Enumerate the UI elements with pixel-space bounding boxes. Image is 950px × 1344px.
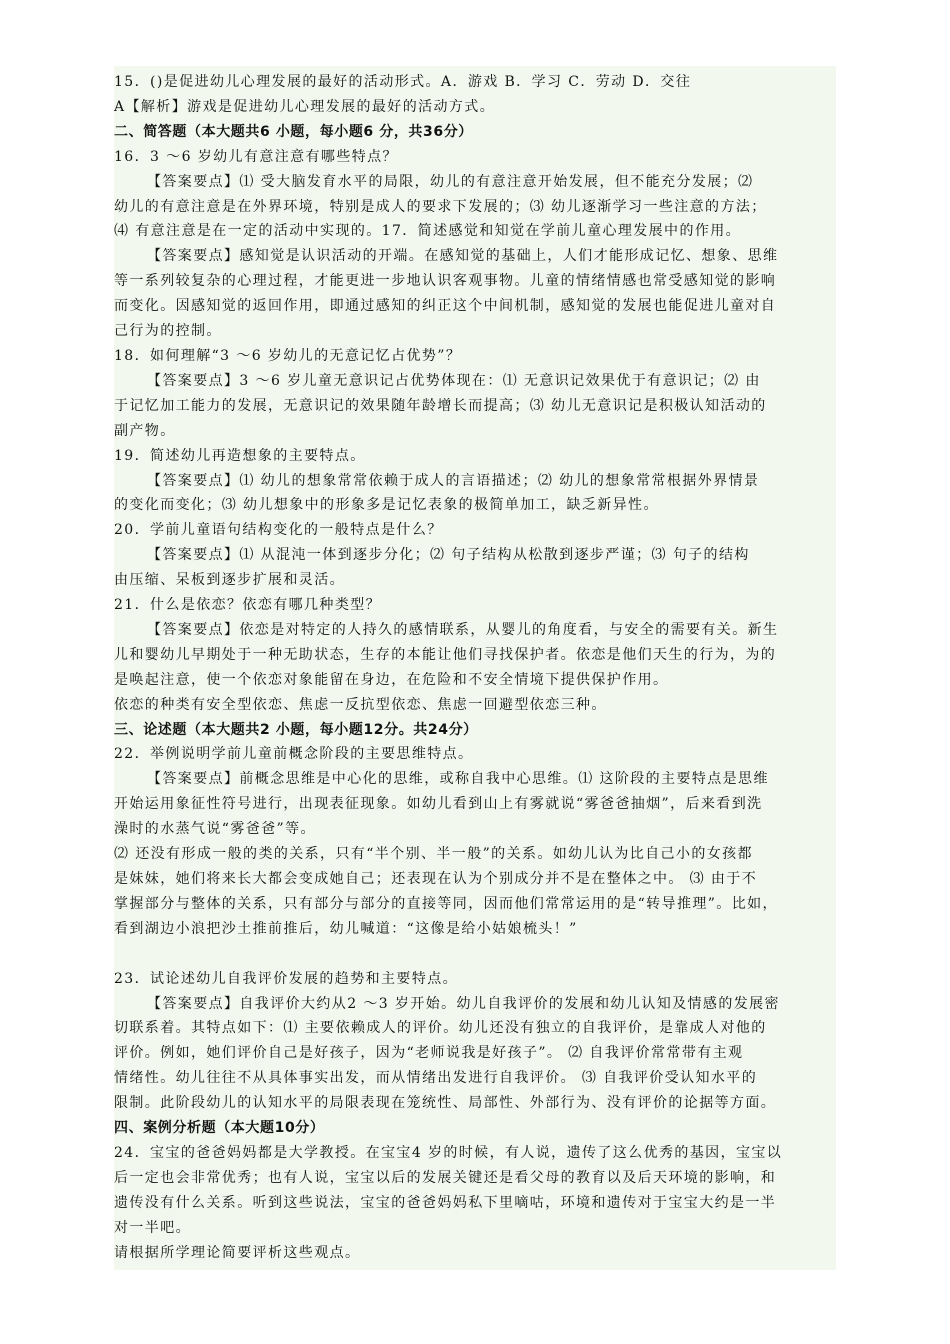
answer-19-line-2: 的变化而变化；⑶ 幼儿想象中的形象多是记忆表象的极简单加工，缺乏新异性。: [114, 497, 659, 514]
answer-17-line-1: 【答案要点】感知觉是认识活动的开端。在感知觉的基础上，人们才能形成记忆、想象、思维: [147, 248, 779, 265]
blank-line: [114, 942, 836, 967]
question-20: 20．学前儿童语句结构变化的一般特点是什么？: [114, 522, 443, 539]
answer-18-line-3: 副产物。: [114, 422, 176, 439]
question-15: 15．()是促进幼儿心理发展的最好的活动形式。A．游戏 B．学习 C．劳动 D．交往: [114, 74, 692, 90]
answer-19-line-1: 【答案要点】⑴ 幼儿的想象常常依赖于成人的言语描述；⑵ 幼儿的想象常常根据外界情景: [147, 472, 760, 489]
answer-22-line-3: 澡时的水蒸气说“雾爸爸”等。: [114, 821, 316, 838]
question-21: 21．什么是依恋？依恋有哪几种类型？: [114, 597, 382, 614]
answer-22-line-6: 掌握部分与整体的关系，只有部分与部分的直接等同，因而他们常常运用的是“转导推理”。比如，: [114, 895, 778, 912]
question-24-line-4: 对一半吧。: [114, 1219, 191, 1236]
answer-17-line-2: 等一系列较复杂的心理过程，才能更进一步地认识客观事物。儿童的情绪情感也常受感知觉的影响: [114, 273, 777, 290]
answer-23-line-1: 【答案要点】自我评价大约从2 ～3 岁开始。幼儿自我评价的发展和幼儿认知及情感的发展密: [147, 995, 780, 1012]
answer-16-line-1: 【答案要点】⑴ 受大脑发育水平的局限，幼儿的有意注意开始发展，但不能充分发展；⑵: [147, 173, 754, 190]
answer-22-line-2: 开始运用象征性符号进行，出现表征现象。如幼儿看到山上有雾就说“雾爸爸抽烟”，后来看到洗: [114, 796, 763, 813]
answer-17-line-3: 而变化。因感知觉的返回作用，即通过感知的纠正这个中间机制，感知觉的发展也能促进儿童对自: [114, 298, 777, 315]
answer-23-line-4: 情绪性。幼儿往往不从具体事实出发，而从情绪出发进行自我评价。 ⑶ 自我评价受认知水平的: [114, 1070, 758, 1087]
answer-21-line-3: 是唤起注意，使一个依恋对象能留在身边，在危险和不安全情境下提供保护作用。: [114, 671, 669, 688]
answer-20-line-2: 由压缩、呆板到逐步扩展和灵活。: [114, 572, 345, 589]
question-24-line-2: 后一定也会非常优秀；也有人说，宝宝以后的发展关键还是看父母的教育以及后天环境的影响，和: [114, 1169, 777, 1186]
question-24-line-3: 遗传没有什么关系。听到这些说法，宝宝的爸爸妈妈私下里嘀咕，环境和遗传对于宝宝大约是一半: [114, 1194, 777, 1211]
answer-18-line-2: 于记忆加工能力的发展，无意识记的效果随年龄增长而提高；⑶ 幼儿无意识记是积极认知活动的: [114, 397, 767, 414]
question-24-prompt: 请根据所学理论简要评析这些观点。: [114, 1244, 361, 1261]
question-16: 16．3 ～6 岁幼儿有意注意有哪些特点？: [114, 148, 398, 165]
answer-22-line-1: 【答案要点】前概念思维是中心化的思维，或称自我中心思维。⑴ 这阶段的主要特点是思维: [147, 771, 769, 788]
question-23: 23．试论述幼儿自我评价发展的趋势和主要特点。: [114, 970, 459, 987]
section-heading-short-answer: 二、简答题（本大题共6 小题，每小题6 分，共36分）: [114, 123, 473, 140]
answer-23-line-5: 限制。此阶段幼儿的认知水平的局限表现在笼统性、局部性、外部行为、没有评价的论据等方面。: [114, 1095, 777, 1112]
answer-16-line-3: ⑷ 有意注意是在一定的活动中实现的。17．简述感觉和知觉在学前儿童心理发展中的作用。: [114, 223, 742, 240]
answer-21-line-1: 【答案要点】依恋是对特定的人持久的感情联系，从婴儿的角度看，与安全的需要有关。新生: [147, 621, 779, 638]
section-heading-essay: 三、论述题（本大题共2 小题，每小题12分。共24分）: [114, 721, 478, 738]
answer-20-line-1: 【答案要点】⑴ 从混沌一体到逐步分化；⑵ 句子结构从松散到逐步严谨；⑶ 句子的结构: [147, 547, 750, 564]
section-heading-case-analysis: 四、案例分析题（本大题10分）: [114, 1120, 325, 1137]
answer-22-line-4: ⑵ 还没有形成一般的类的关系，只有“半个别、半一般”的关系。如幼儿认为比自己小的女孩都: [114, 846, 753, 863]
question-18: 18．如何理解“3 ～6 岁幼儿的无意记忆占优势”？: [114, 347, 462, 364]
answer-23-line-2: 切联系着。其特点如下：⑴ 主要依赖成人的评价。幼儿还没有独立的自我评价，是靠成人对他的: [114, 1020, 767, 1037]
question-24-line-1: 24．宝宝的爸爸妈妈都是大学教授。在宝宝4 岁的时候，有人说，遗传了这么优秀的基因，宝宝以: [114, 1144, 783, 1161]
answer-21-line-4: 依恋的种类有安全型依恋、焦虑一反抗型依恋、焦虑一回避型依恋三种。: [114, 696, 607, 713]
answer-22-line-5: 是妹妹，她们将来长大都会变成她自己；还表现在认为个别成分并不是在整体之中。 ⑶ 由于不: [114, 871, 758, 887]
answer-18-line-1: 【答案要点】3 ～6 岁儿童无意识记占优势体现在：⑴ 无意识记效果优于有意识记；⑵ 由: [147, 372, 761, 389]
answer-15: A【解析】游戏是促进幼儿心理发展的最好的活动方式。: [114, 98, 496, 115]
question-19: 19．简述幼儿再造想象的主要特点。: [114, 447, 366, 464]
answer-17-line-4: 己行为的控制。: [114, 323, 222, 340]
answer-21-line-2: 儿和婴幼儿早期处于一种无助状态，生存的本能让他们寻找保护者。依恋是他们天生的行为，为的: [114, 646, 777, 663]
question-22: 22．举例说明学前儿童前概念阶段的主要思维特点。: [114, 746, 474, 763]
answer-23-line-3: 评价。例如，她们评价自己是好孩子，因为“老师说我是好孩子”。 ⑵ 自我评价常常带有主观: [114, 1045, 744, 1062]
answer-16-line-2: 幼儿的有意注意是在外界环境，特别是成人的要求下发展的；⑶ 幼儿逐渐学习一些注意的方法；: [114, 198, 767, 215]
answer-22-line-7: 看到湖边小浪把沙土推前推后，幼儿喊道：“这像是给小姑娘梳头！”: [114, 920, 578, 937]
document-body: [114, 66, 836, 1270]
